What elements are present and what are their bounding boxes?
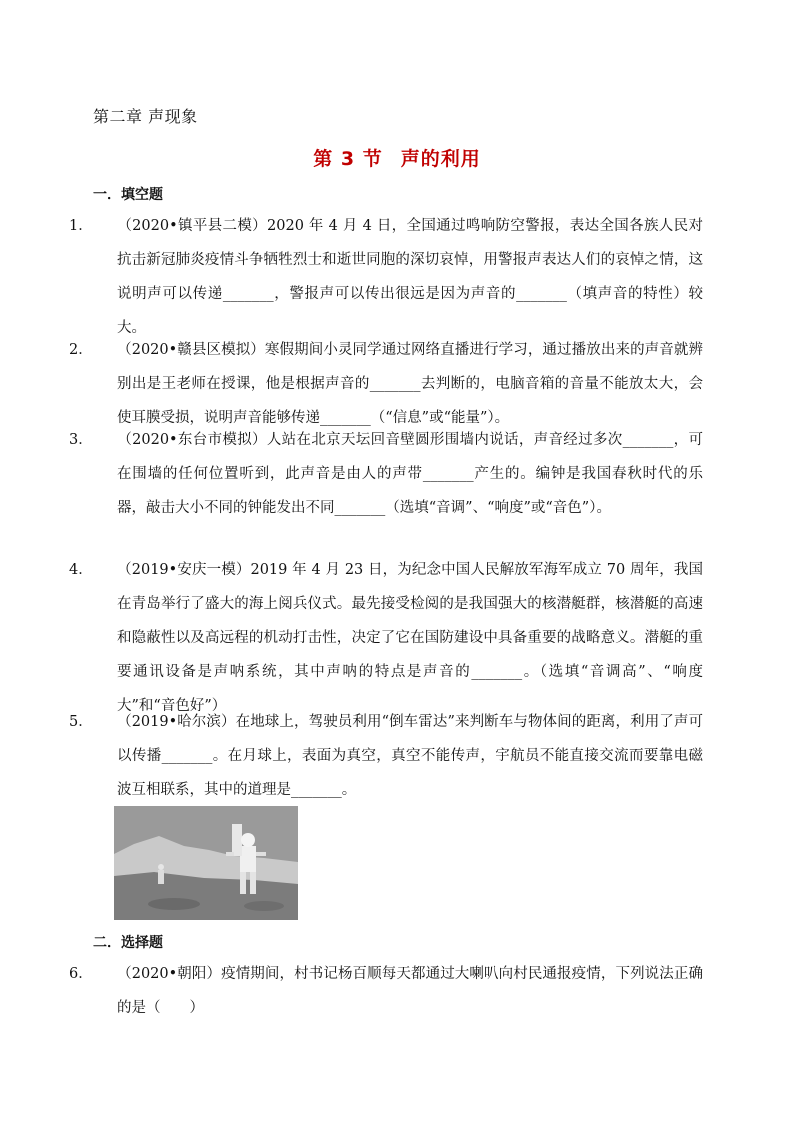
section-name: 声的利用 (400, 148, 481, 170)
question-2 (69, 333, 703, 435)
question-text: （2019•哈尔滨）在地球上，驾驶员利用“倒车雷达”来判断车与物体间的距离，利用了声可以传播_______。在月球上，表面为真空，真空不能传声，宇航员不能直接交流而要靠电磁波互相联系，其中的道理是_______。 (117, 714, 703, 798)
question-number: 5． (69, 714, 93, 730)
question-text: （2019•安庆一模）2019 年 4 月 23 日，为纪念中国人民解放军海军成立 70 周年，我国在青岛举行了盛大的海上阅兵仪式。最先接受检阅的是我国强大的核潜艇群，核潜艇的高速和隐蔽性以及高远程的机动打击性，决定了它在国防建设中具备重要的战略意义。潜艇的重要通讯设备是声呐系统，其中声呐的特点是声音的_______。（选填“音调高”、“响度大”和“音色好”） (117, 562, 703, 714)
question-text: （2020•东台市模拟）人站在北京天坛回音壁圆形围墙内说话，声音经过多次_______，可在围墙的任何位置听到，此声音是由人的声带_______产生的。编钟是我国春秋时代的乐器，敲击大小不同的钟能发出不同_______（选填“音调”、“响度”或“音色”）。 (117, 432, 703, 516)
question-number: 3． (69, 432, 93, 448)
chapter-title: 第二章 声现象 (93, 107, 198, 126)
fill-in-heading: 一．填空题 (93, 187, 163, 203)
astronaut-moon-photo (114, 806, 298, 920)
question-number: 2． (69, 342, 93, 358)
section-title (0, 144, 794, 171)
question-text: （2020•镇平县二模）2020 年 4 月 4 日，全国通过鸣响防空警报，表达全国各族人民对抗击新冠肺炎疫情斗争牺牲烈士和逝世同胞的深切哀悼，用警报声表达人们的哀悼之情，这说明声可以传递_______，警报声可以传出很远是因为声音的_______（填声音的特性）较大。 (117, 218, 703, 336)
moon-scene-illustration (114, 806, 298, 920)
question-number: 1． (69, 218, 93, 234)
multiple-choice-heading: 二．选择题 (93, 935, 163, 951)
question-number: 4． (69, 562, 93, 578)
question-4 (69, 553, 703, 723)
question-number: 6． (69, 966, 93, 982)
question-1 (69, 209, 703, 345)
question-6 (69, 957, 703, 1025)
question-text: （2020•朝阳）疫情期间，村书记杨百顺每天都通过大喇叭向村民通报疫情，下列说法正确的是（ ） (117, 966, 703, 1016)
question-5 (69, 705, 703, 807)
question-3 (69, 423, 703, 525)
question-text: （2020•赣县区模拟）寒假期间小灵同学通过网络直播进行学习，通过播放出来的声音就辨别出是王老师在授课，他是根据声音的_______去判断的，电脑音箱的音量不能放太大，会使耳膜受损，说明声音能够传递_______（“信息”或“能量”）。 (117, 342, 703, 426)
section-number: 第 3 节 (313, 148, 383, 170)
